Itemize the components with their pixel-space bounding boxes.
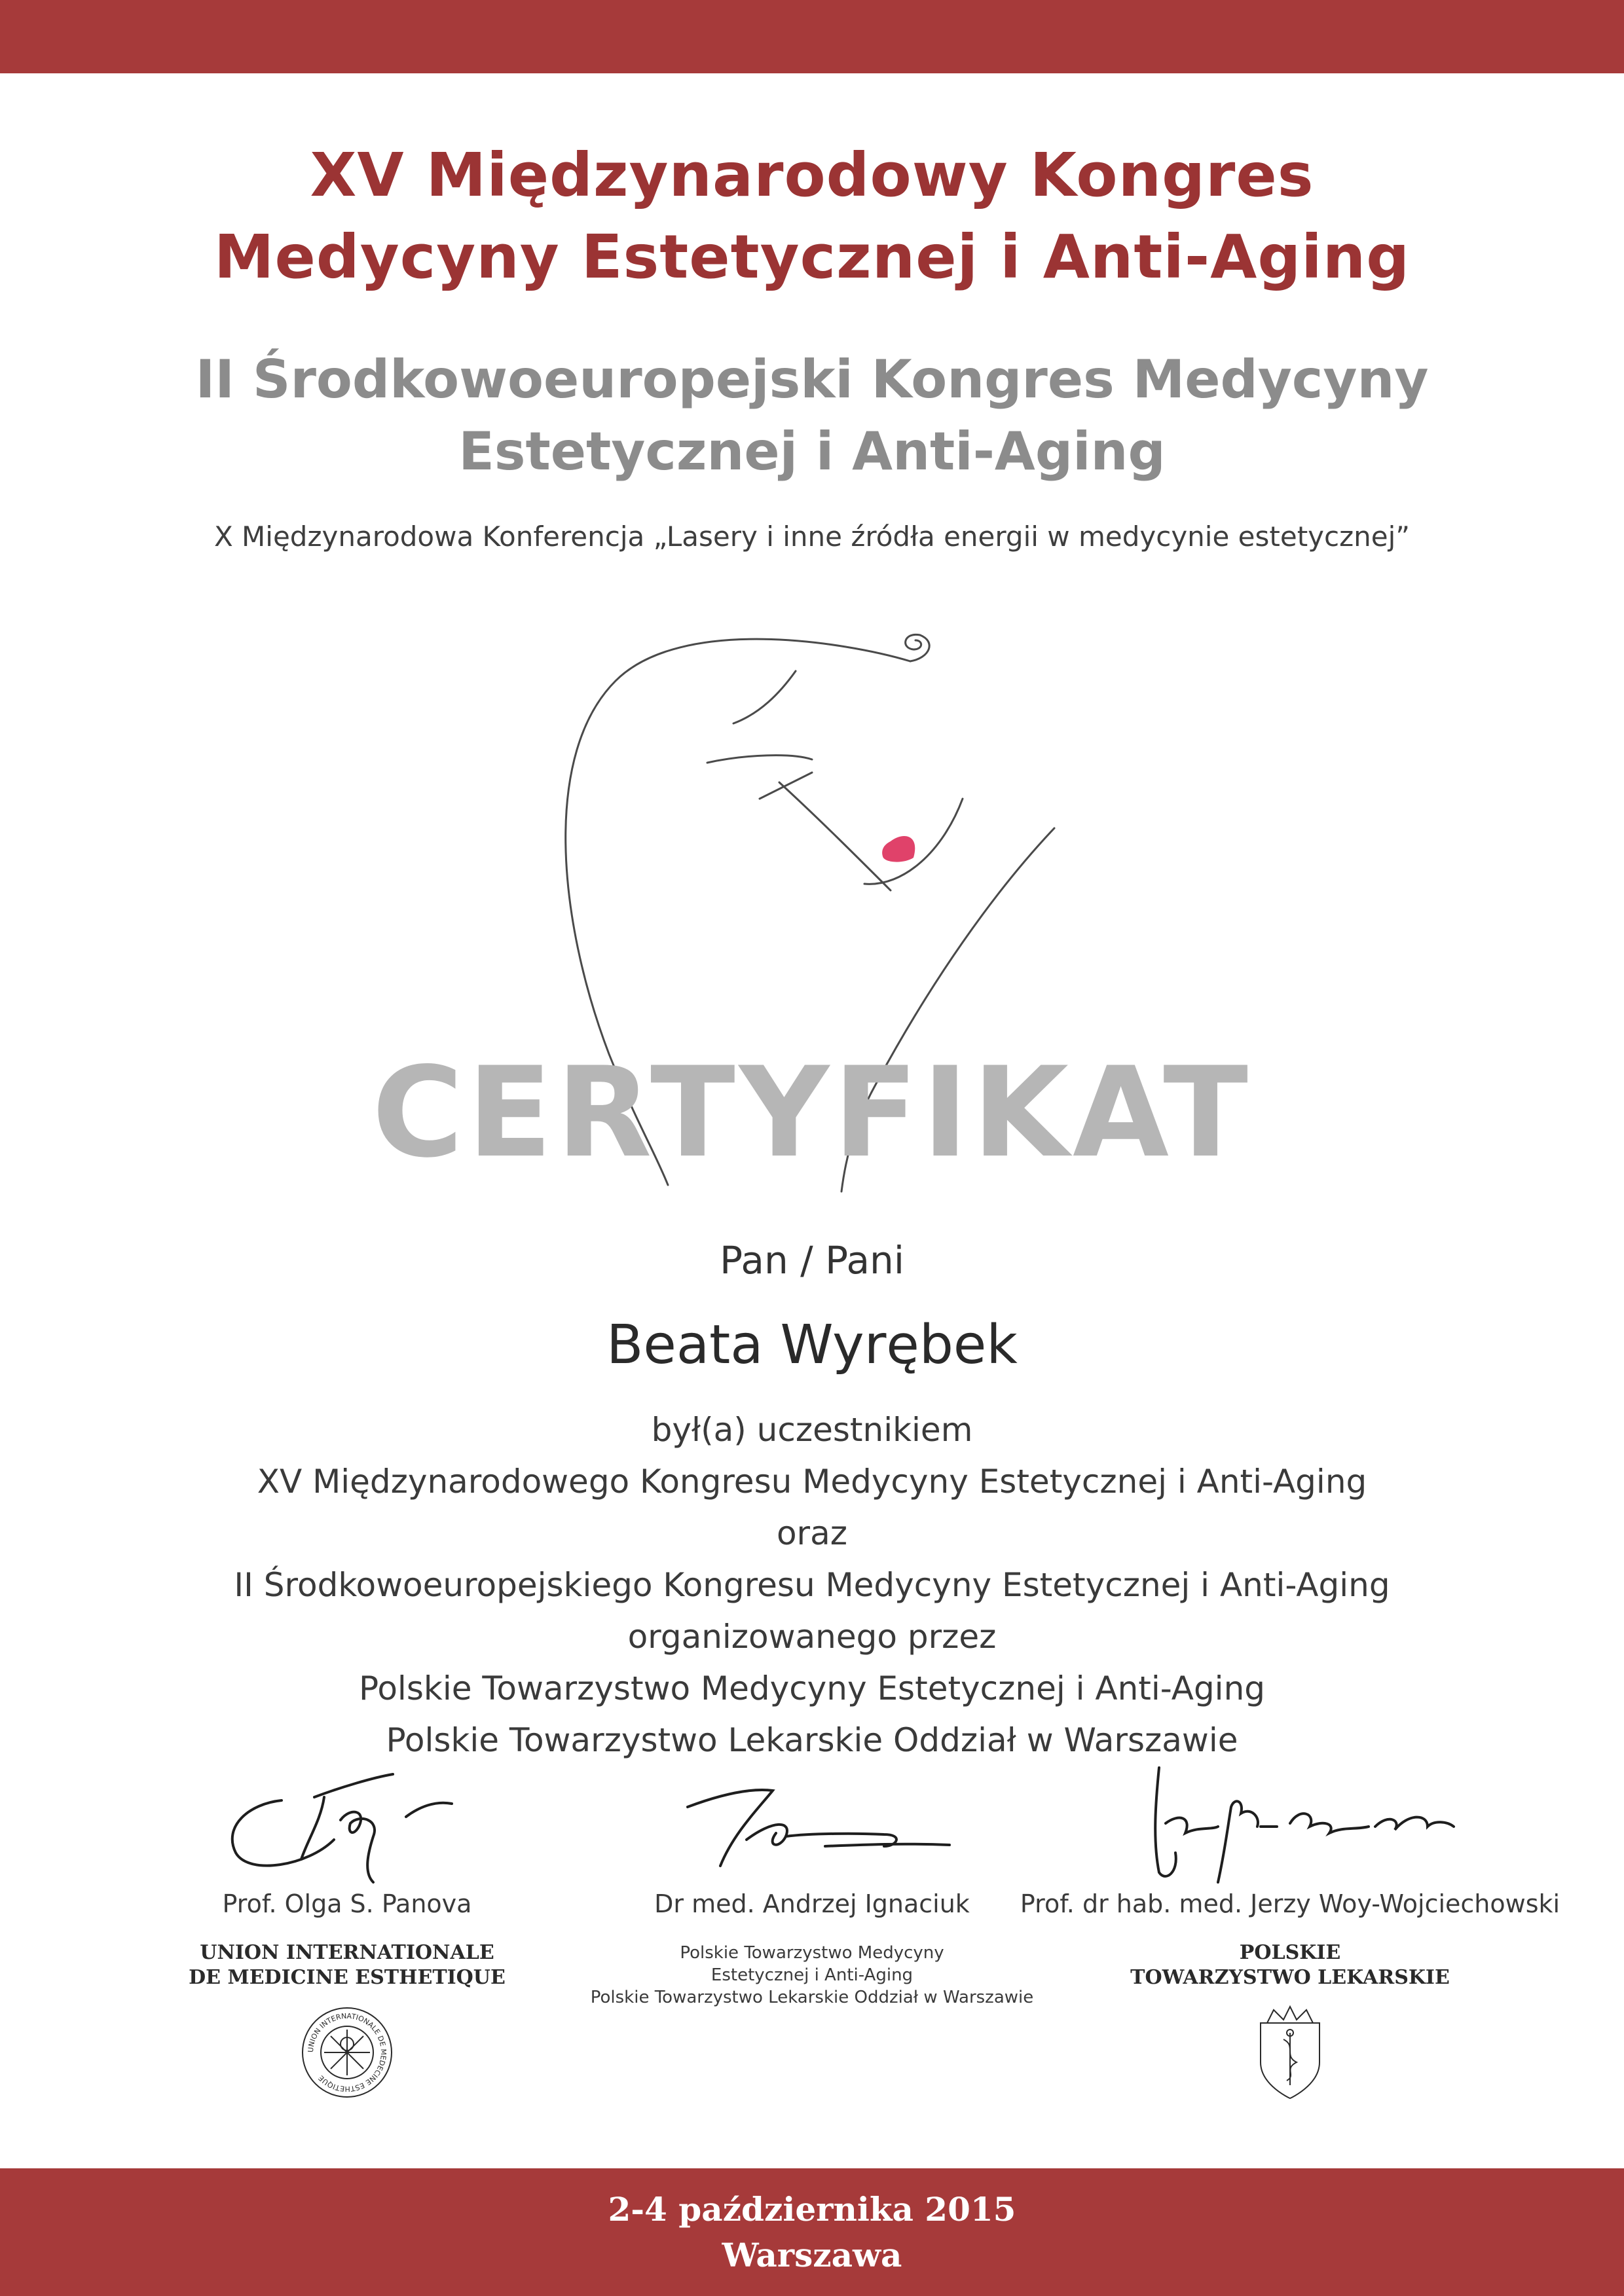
signature-woy-wojciechowski: [1120, 1761, 1460, 1886]
bottom-border-band: [0, 2168, 1624, 2296]
signatory-woy-wojciechowski: [995, 1761, 1585, 2102]
uime-seal-emblem: [298, 2003, 396, 2102]
seal-text: UNION INTERNATIONALE DE MEDECINE ESTHETIQUE: [306, 2011, 388, 2094]
organization-name: [995, 1941, 1585, 1990]
body-line: Polskie Towarzystwo Lekarskie Oddział w Warszawie: [386, 1721, 1238, 1759]
signatory-name: Dr med. Andrzej Ignaciuk: [654, 1889, 970, 1918]
ptl-crest-emblem: [1247, 2003, 1333, 2102]
certificate-body: [0, 1404, 1624, 1766]
event-city: Warszawa: [722, 2235, 902, 2274]
congress-title: [0, 134, 1624, 298]
organization-line: Estetycznej i Anti-Aging: [710, 1965, 913, 1985]
body-line: był(a) uczestnikiem: [651, 1411, 973, 1449]
organization-line: POLSKIE: [1239, 1941, 1341, 1964]
body-line: Polskie Towarzystwo Medycyny Estetycznej i Anti-Aging: [358, 1669, 1266, 1707]
body-line: oraz: [776, 1514, 848, 1552]
signature-panova: [210, 1761, 485, 1886]
congress-subtitle-line: Estetycznej i Anti-Aging: [458, 421, 1166, 482]
body-line: XV Międzynarodowego Kongresu Medycyny Estetycznej i Anti-Aging: [257, 1463, 1367, 1501]
event-date: 2-4 października 2015: [608, 2189, 1016, 2229]
organization-line: Polskie Towarzystwo Medycyny: [680, 1943, 944, 1963]
organization-line: Polskie Towarzystwo Lekarskie Oddział w Warszawie: [590, 1988, 1034, 2007]
organization-line: DE MEDICINE ESTHETIQUE: [189, 1966, 506, 1989]
lips-mark: [882, 836, 915, 862]
organization-line: UNION INTERNATIONALE: [200, 1941, 494, 1964]
congress-subtitle: [0, 344, 1624, 488]
conference-title: X Międzynarodowa Konferencja „Lasery i inne źródła energii w medycynie estetycznej”: [213, 520, 1411, 553]
congress-title-line: Medycyny Estetycznej i Anti-Aging: [213, 222, 1411, 292]
signatory-name: Prof. Olga S. Panova: [222, 1889, 472, 1918]
body-line: organizowanego przez: [627, 1618, 997, 1656]
certificate-heading: CERTYFIKAT: [372, 1040, 1252, 1185]
recipient-name: Beata Wyrębek: [606, 1314, 1018, 1376]
salutation: Pan / Pani: [720, 1238, 904, 1283]
congress-title-line: XV Międzynarodowy Kongres: [310, 140, 1314, 210]
signature-ignaciuk: [661, 1761, 963, 1886]
signatory-name: Prof. dr hab. med. Jerzy Woy-Wojciechowski: [1020, 1889, 1560, 1918]
organization-line: TOWARZYSTWO LEKARSKIE: [1130, 1966, 1450, 1989]
body-line: II Środkowoeuropejskiego Kongresu Medycyny Estetycznej i Anti-Aging: [234, 1566, 1390, 1604]
top-border-band: [0, 0, 1624, 73]
congress-subtitle-line: II Środkowoeuropejski Kongres Medycyny: [195, 349, 1429, 410]
